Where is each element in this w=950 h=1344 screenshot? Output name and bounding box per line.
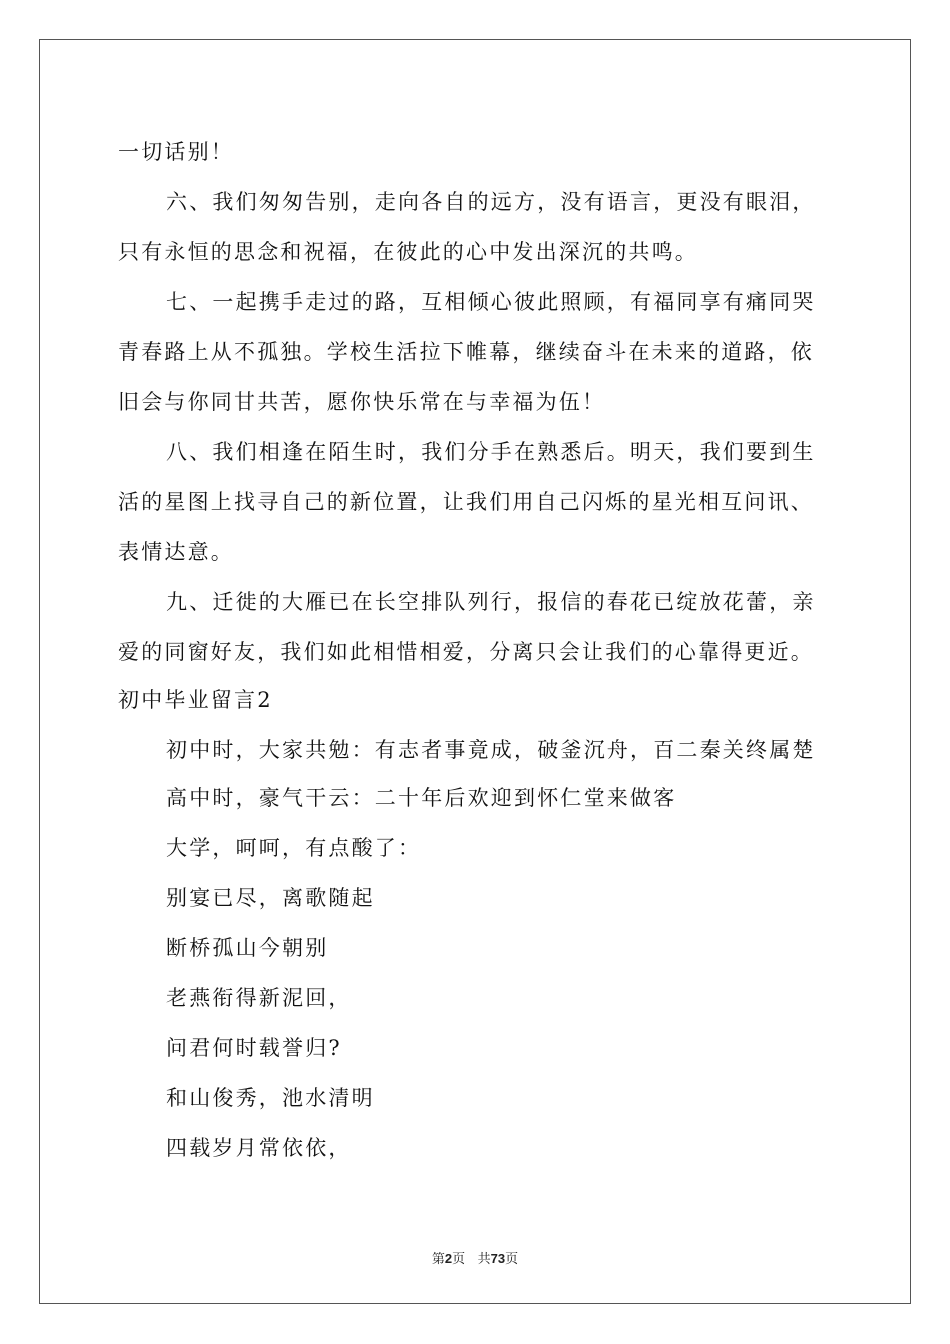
page-frame — [39, 39, 911, 1304]
verse-line: 初中时，大家共勉：有志者事竟成，破釜沉舟，百二秦关终属楚 — [166, 738, 816, 762]
total-pages: 73 — [490, 1251, 506, 1266]
section-heading: 初中毕业留言2 — [118, 688, 273, 712]
verse-line: 老燕衔得新泥回， — [166, 986, 352, 1010]
paragraph-9-line-1: 九、迁徙的大雁已在长空排队列行，报信的春花已绽放花蕾，亲 — [166, 590, 816, 614]
page-suffix: 页 — [452, 1252, 466, 1267]
page-number: 2 — [444, 1251, 453, 1266]
total-prefix: 共 — [477, 1252, 491, 1267]
verse-line: 大学，呵呵，有点酸了： — [166, 836, 422, 860]
paragraph-7-line-2: 青春路上从不孤独。学校生活拉下帷幕，继续奋斗在未来的道路，依 — [118, 340, 814, 364]
paragraph-6-line-2: 只有永恒的思念和祝福，在彼此的心中发出深沉的共鸣。 — [118, 240, 698, 264]
paragraph-9-line-2: 爱的同窗好友，我们如此相惜相爱，分离只会让我们的心靠得更近。 — [118, 640, 814, 664]
page-footer — [0, 1248, 950, 1267]
text-line: 一切话别！ — [118, 140, 234, 164]
verse-line: 别宴已尽，离歌随起 — [166, 886, 375, 910]
paragraph-8-line-3: 表情达意。 — [118, 540, 234, 564]
verse-line: 和山俊秀，池水清明 — [166, 1086, 375, 1110]
verse-line: 高中时，豪气干云：二十年后欢迎到怀仁堂来做客 — [166, 786, 677, 810]
paragraph-6-line-1: 六、我们匆匆告别，走向各自的远方，没有语言，更没有眼泪， — [166, 190, 816, 214]
page-prefix: 第 — [431, 1252, 445, 1267]
paragraph-8-line-1: 八、我们相逢在陌生时，我们分手在熟悉后。明天，我们要到生 — [166, 440, 816, 464]
paragraph-7-line-3: 旧会与你同甘共苦，愿你快乐常在与幸福为伍！ — [118, 390, 606, 414]
total-suffix: 页 — [505, 1252, 519, 1267]
verse-line: 问君何时载誉归? — [166, 1036, 342, 1060]
paragraph-8-line-2: 活的星图上找寻自己的新位置，让我们用自己闪烁的星光相互问讯、 — [118, 490, 814, 514]
verse-line: 断桥孤山今朝别 — [166, 936, 329, 960]
verse-line: 四载岁月常依依， — [166, 1136, 352, 1160]
paragraph-7-line-1: 七、一起携手走过的路，互相倾心彼此照顾，有福同享有痛同哭 — [166, 290, 816, 314]
